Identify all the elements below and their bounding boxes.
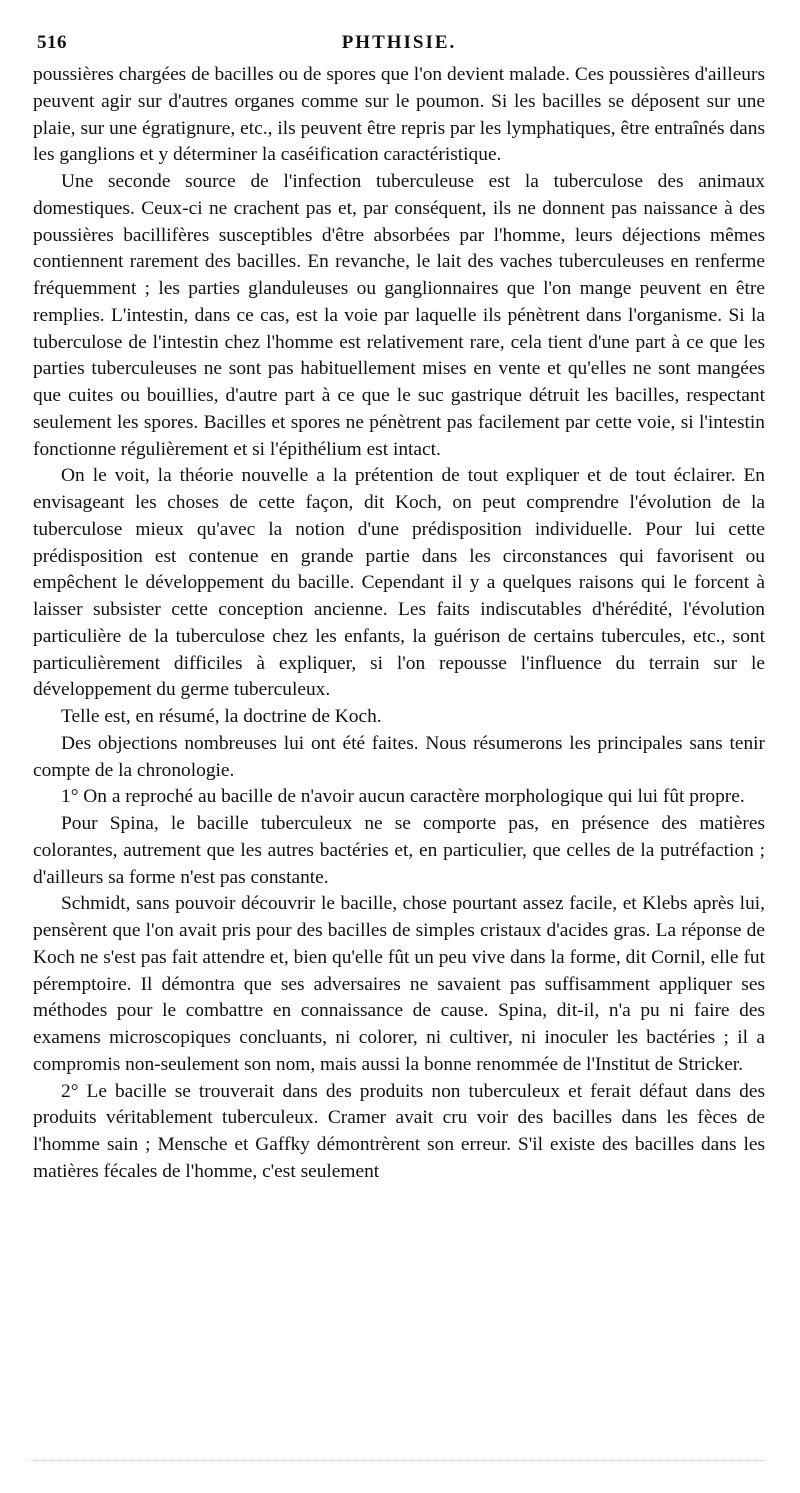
paragraph: On le voit, la théorie nouvelle a la prétention de tout expliquer et de tout éclairer. En envisageant les choses de cette façon, dit Koch, on peut comprendre l'évolution de la tuberculose mieux qu'avec la notion d'une prédisposition individuelle. Pour lui cette prédisposition est contenue en grande partie dans les circonstances qui favorisent ou empêchent le développement du bacille. Cependant il y a quelques raisons qui le forcent à laisser subsister cette conception ancienne. Les faits indiscutables d'hérédité, l'évolution particulière de la tuberculose chez les enfants, la guérison de certains tubercules, etc., sont particulièrement difficiles à expliquer, si l'on repousse l'influence du terrain sur le développement du germe tuberculeux. — [33, 465, 765, 701]
paragraph: Schmidt, sans pouvoir découvrir le bacille, chose pourtant assez facile, et Klebs après lui, pensèrent que l'on avait pris pour des bacilles de simples cristaux d'acides gras. La réponse de Koch ne s'est pas fait attendre et, bien qu'elle fût un peu vive dans la forme, dit Cornil, elle fut péremptoire. Il démontra que ses adversaires ne savaient pas suffisamment appliquer ses méthodes pour le combattre en connaissance de cause. Spina, dit-il, n'a pu ni faire des examens microscopiques concluants, ni colorer, ni cultiver, ni inoculer les bactéries ; il a compromis non-seulement son nom, mais aussi la bonne renommée de l'Institut de Stricker. — [33, 893, 765, 1075]
running-title: PHTHISIE. — [341, 32, 457, 53]
paragraph: Telle est, en résumé, la doctrine de Koch. — [61, 706, 382, 727]
page-number: 516 — [37, 32, 67, 53]
paragraph: Une seconde source de l'infection tuberculeuse est la tuberculose des animaux domestiques. Ceux-ci ne crachent pas et, par conséquent, ils ne donnent pas naissance à des poussières bacillifères susceptibles d'être absorbées par l'homme, leurs déjections mêmes contiennent rarement des bacilles. En revanche, le lait des vaches tuberculeuses en renferme fréquemment ; les parties glanduleuses ou ganglionnaires que l'on mange peuvent en être remplies. L'intestin, dans ce cas, est la voie par laquelle ils pénètrent dans l'organisme. Si la tuberculose de l'intestin chez l'homme est relativement rare, cela tient d'une part à ce que les parties tuberculeuses ne sont pas habituellement mises en vente et qu'elles ne sont mangées que cuites ou bouillies, d'autre part à ce que le suc gastrique détruit les bacilles, respectant seulement les spores. Bacilles et spores ne pénètrent pas facilement par cette voie, si l'intestin fonctionne régulièrement et si l'épithélium est intact. — [33, 171, 765, 460]
body-text — [33, 62, 765, 1186]
paragraph: 2° Le bacille se trouverait dans des produits non tuberculeux et ferait défaut dans des produits véritablement tuberculeux. Cramer avait cru voir des bacilles dans les fèces de l'homme sain ; Mensche et Gaffky démontrèrent son erreur. S'il existe des bacilles dans les matières fécales de l'homme, c'est seulement — [33, 1080, 765, 1182]
footer-scan-artifact — [30, 1460, 765, 1461]
paragraph: Des objections nombreuses lui ont été faites. Nous résumerons les principales sans tenir compte de la chronologie. — [33, 732, 765, 781]
page-header — [33, 28, 765, 62]
book-page — [33, 28, 765, 1186]
paragraph: 1° On a reproché au bacille de n'avoir aucun caractère morphologique qui lui fût propre. — [61, 786, 745, 808]
paragraph: Pour Spina, le bacille tuberculeux ne se comporte pas, en présence des matières colorantes, autrement que les autres bactéries et, en particulier, que celles de la putréfaction ; d'ailleurs sa forme n'est pas constante. — [33, 813, 765, 888]
paragraph-continued: poussières chargées de bacilles ou de spores que l'on devient malade. Ces poussières d'ailleurs peuvent agir sur d'autres organes comme sur le poumon. Si les bacilles se déposent sur une plaie, sur une égratignure, etc., ils peuvent être repris par les lymphatiques, être entraînés dans les ganglions et y déterminer la caséification caractéristique. — [33, 64, 765, 166]
